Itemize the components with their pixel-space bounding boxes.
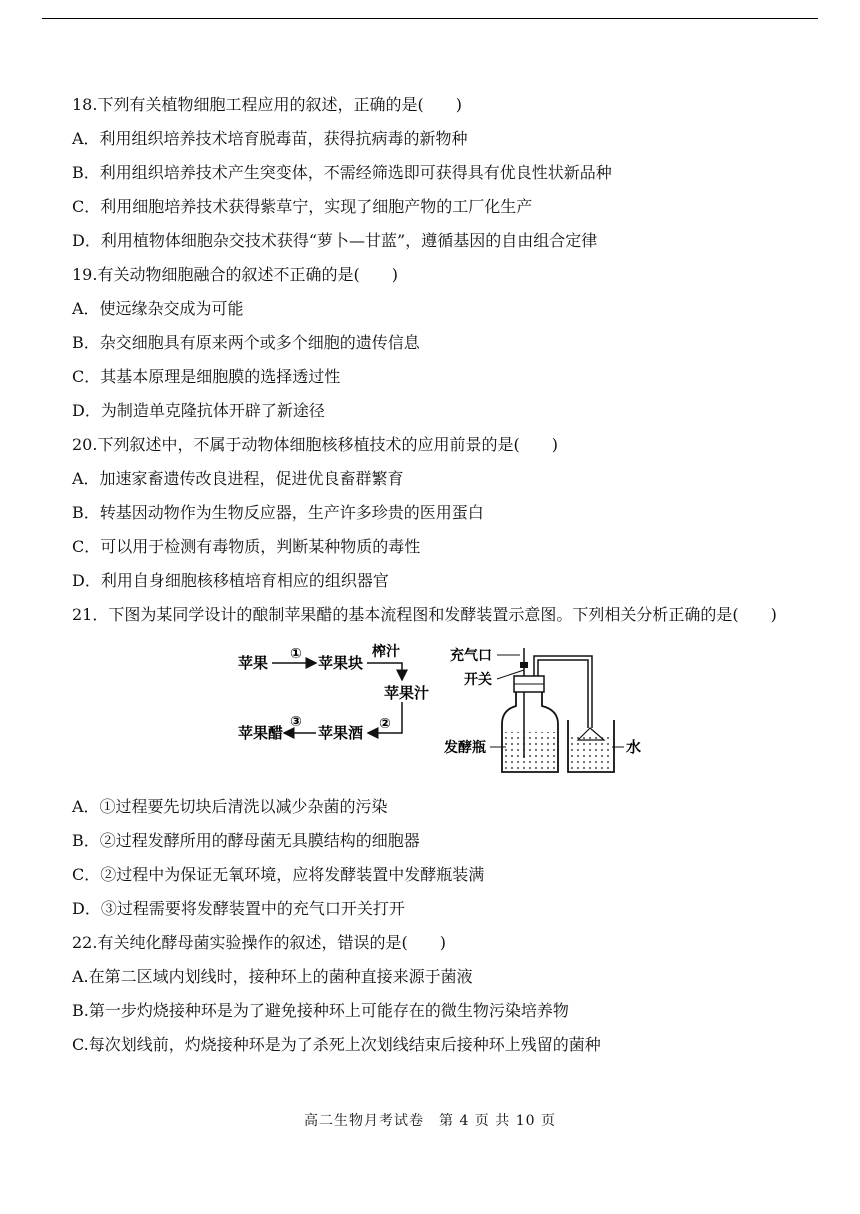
question-stem: 22.有关纯化酵母菌实验操作的叙述，错误的是( ) (72, 933, 446, 952)
option-a: A．加速家畜遗传改良进程，促进优良畜群繁育 (72, 469, 404, 488)
question-stem: 20.下列叙述中，不属于动物体细胞核移植技术的应用前景的是( ) (72, 435, 558, 454)
question-21 (72, 598, 802, 926)
question-stem: 21．下图为某同学设计的酿制苹果醋的基本流程图和发酵装置示意图。下列相关分析正确的是( ) (72, 605, 777, 624)
question-20 (72, 428, 802, 598)
option-b: B．转基因动物作为生物反应器，生产许多珍贵的医用蛋白 (72, 503, 484, 522)
option-c: C.每次划线前，灼烧接种环是为了杀死上次划线结束后接种环上残留的菌种 (72, 1035, 601, 1054)
option-a: A．使远缘杂交成为可能 (72, 299, 244, 318)
label-apple-pieces: 苹果块 (318, 654, 364, 672)
page-footer: 高二生物月考试卷 第 4 页 共 10 页 (304, 1113, 556, 1129)
fermentation-liquid (504, 732, 556, 771)
label-juicing: 榨汁 (372, 644, 400, 660)
option-d: D．利用植物体细胞杂交技术获得“萝卜—甘蓝”，遵循基因的自由组合定律 (72, 231, 598, 250)
option-b: B．利用组织培养技术产生突变体，不需经筛选即可获得具有优良性状新品种 (72, 163, 612, 182)
label-apple: 苹果 (238, 654, 269, 672)
arrow-2 (367, 663, 402, 680)
question-list (72, 88, 802, 1062)
label-switch: 开关 (464, 672, 492, 688)
water-liquid (570, 736, 612, 771)
option-d: D．为制造单克隆抗体开辟了新途径 (72, 401, 325, 420)
label-apple-vinegar: 苹果醋 (238, 724, 284, 742)
label-step1: ① (290, 646, 302, 662)
label-step2: ② (379, 716, 391, 732)
option-a: A．利用组织培养技术培育脱毒苗，获得抗病毒的新物种 (72, 129, 468, 148)
option-c: C．可以用于检测有毒物质，判断某种物质的毒性 (72, 537, 421, 556)
question-stem: 19.有关动物细胞融合的叙述不正确的是( ) (72, 265, 398, 284)
option-b: B.第一步灼烧接种环是为了避免接种环上可能存在的微生物污染培养物 (72, 1001, 569, 1020)
switch-clamp (520, 662, 528, 668)
option-b: B．②过程发酵所用的酵母菌无具膜结构的细胞器 (72, 831, 420, 850)
flow-chart (238, 643, 429, 742)
label-fermenter: 发酵瓶 (444, 740, 486, 756)
option-b: B．杂交细胞具有原来两个或多个细胞的遗传信息 (72, 333, 420, 352)
option-d: D．③过程需要将发酵装置中的充气口开关打开 (72, 899, 405, 918)
question-19 (72, 258, 802, 428)
option-a: A．①过程要先切块后清洗以减少杂菌的污染 (72, 797, 388, 816)
label-water: 水 (626, 738, 642, 756)
label-step3: ③ (290, 714, 302, 730)
question-22 (72, 926, 802, 1062)
option-d: D．利用自身细胞核移植培育相应的组织器官 (72, 571, 389, 590)
figure-svg (72, 640, 802, 790)
option-c: C．其基本原理是细胞膜的选择透过性 (72, 367, 341, 386)
label-apple-wine: 苹果酒 (318, 724, 364, 742)
option-a: A.在第二区域内划线时，接种环上的菌种直接来源于菌液 (72, 967, 473, 986)
question-18 (72, 88, 802, 258)
option-c: C．②过程中为保证无氧环境，应将发酵装置中发酵瓶装满 (72, 865, 485, 884)
header-rule (42, 18, 818, 19)
apple-vinegar-figure (72, 640, 802, 790)
fermentation-apparatus (443, 647, 641, 772)
label-air-inlet: 充气口 (450, 648, 492, 664)
outlet-tube-inner (538, 660, 588, 728)
question-stem: 18.下列有关植物细胞工程应用的叙述，正确的是( ) (72, 95, 462, 114)
label-apple-juice: 苹果汁 (384, 684, 430, 702)
option-c: C．利用细胞培养技术获得紫草宁，实现了细胞产物的工厂化生产 (72, 197, 533, 216)
